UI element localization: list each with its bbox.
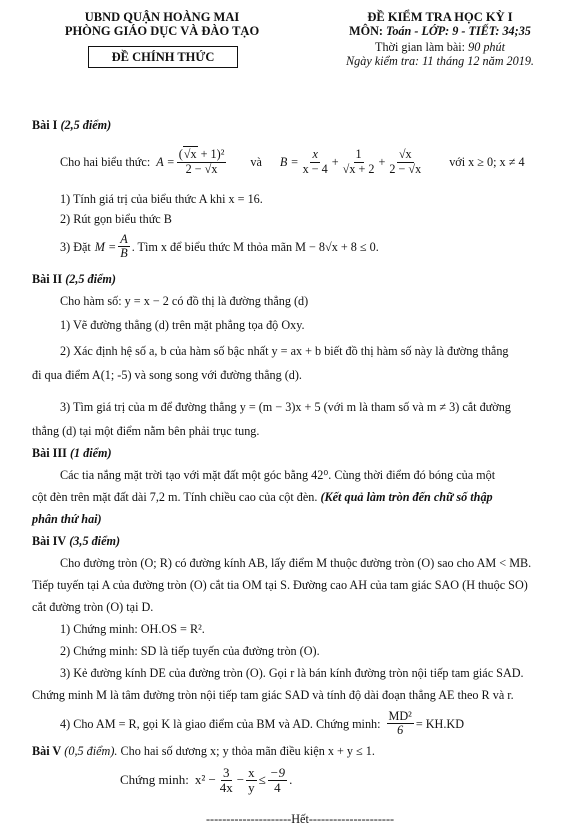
bai5-line bbox=[32, 744, 375, 758]
bai3-heading bbox=[32, 446, 112, 460]
bai4-q4-result: = KH.KD bbox=[415, 716, 465, 731]
bai3-rounding-note: (Kết quả làm tròn đến chữ số thập bbox=[320, 490, 493, 504]
official-exam-box: ĐỀ CHÍNH THỨC bbox=[88, 46, 238, 68]
bai1-q1: 1) Tính giá trị của biểu thức A khi x = 16. bbox=[60, 192, 263, 206]
md-squared-fraction bbox=[387, 710, 414, 738]
expr-b-term3: $\frac{√x}{2 - √x}$ bbox=[389, 147, 422, 176]
expr-b-term1: $\frac{x}{x - 4}$ bbox=[302, 147, 328, 176]
bai4-q2: 2) Chứng minh: SD là tiếp tuyến của đường tròn (O). bbox=[60, 644, 320, 658]
department-name: PHÒNG GIÁO DỤC VÀ ĐÀO TẠO bbox=[64, 24, 260, 38]
bai2-q3-line2: thẳng (d) tại một điểm nằm bên phải trục tung. bbox=[32, 424, 260, 438]
bai1-points: (2,5 điểm) bbox=[60, 118, 112, 132]
bai2-q1: 1) Vẽ đường thẳng (d) trên mặt phẳng tọa độ Oxy. bbox=[60, 318, 305, 332]
bai1-q3-prefix: 3) Đặt bbox=[60, 239, 91, 254]
bai2-points: (2,5 điểm) bbox=[65, 272, 116, 286]
bai4-points: (3,5 điểm) bbox=[69, 534, 121, 548]
subject-line bbox=[315, 24, 565, 38]
bai1-and: và bbox=[250, 154, 262, 169]
bai2-intro: Cho hàm số: y = x − 2 có đồ thị là đường thẳng (d) bbox=[60, 294, 309, 308]
bai1-expressions: Cho hai biểu thức: A = $\frac{\text{(√x + 1)²}}{2 - √x}$ và B = $\frac{x}{x - 4}$ + $\frac{1}{√x + 2}$ + $\frac{√x}{2 - √x}$ với x ≥ 0; x ≠ 4 bbox=[60, 147, 525, 176]
bai4-line3: cắt đường tròn (O) tại D. bbox=[32, 600, 154, 614]
exam-date: Ngày kiểm tra: 11 tháng 12 năm 2019. bbox=[346, 54, 534, 68]
district-name: UBND QUẬN HOÀNG MAI bbox=[84, 10, 240, 24]
expr-a-fraction: $\frac{\text{(√x + 1)²}}{2 - √x}$ bbox=[178, 147, 225, 176]
bai3-line2-text: cột đèn trên mặt đất dài 7,2 m. Tính chiều cao của cột đèn. bbox=[32, 490, 318, 504]
bai5-proof: Chứng minh: x² − $\frac{3}{4x}$ − $\frac{x}{y}$ ≤ $\frac{-9}{4}$ . bbox=[120, 765, 293, 796]
bai5-title: Bài V bbox=[32, 744, 62, 758]
bai4-q4-text: 4) Cho AM = R, gọi K là giao điểm của BM và AD. Chứng minh: bbox=[60, 716, 381, 731]
bai5-points: (0,5 điểm). bbox=[64, 744, 118, 758]
bai4-q4 bbox=[60, 710, 464, 738]
bai4-q3-line2: Chứng minh M là tâm đường tròn nội tiếp tam giác SAD và tính độ dài đoạn thẳng AE theo R và r. bbox=[32, 688, 514, 702]
md-squared-numerator: MD² bbox=[388, 709, 412, 723]
bai5-intro: Cho hai số dương x; y thỏa mãn điều kiện x + y ≤ 1. bbox=[120, 744, 375, 758]
exam-title: ĐỀ KIỂM TRA HỌC KỲ I bbox=[367, 10, 513, 24]
bai1-heading bbox=[32, 118, 111, 132]
bai1-title: Bài I bbox=[32, 118, 58, 132]
bai1-q3-suffix: . Tìm x để biểu thức M thỏa mãn M − 8√x + 8 ≤ 0. bbox=[131, 239, 379, 254]
bai4-heading bbox=[32, 534, 120, 548]
bai1-q3: 3) Đặt M = $\frac{A}{B}$ . Tìm x để biểu thức M thỏa mãn M − 8√x + 8 ≤ 0. bbox=[60, 232, 379, 261]
bai3-line2 bbox=[32, 490, 493, 504]
bai2-heading bbox=[32, 272, 116, 286]
bai3-title: Bài III bbox=[32, 446, 67, 460]
expr-b-term2: $\frac{1}{√x + 2}$ bbox=[342, 147, 375, 176]
bai1-q2: 2) Rút gọn biểu thức B bbox=[60, 212, 172, 226]
bai4-line1: Cho đường tròn (O; R) có đường kính AB, lấy điểm M thuộc đường tròn (O) sao cho AM < MB. bbox=[60, 556, 532, 570]
bai2-q3-line1: 3) Tìm giá trị của m để đường thẳng y = (m − 3)x + 5 (với m là tham số và m ≠ 3) cắt đường bbox=[60, 400, 511, 414]
bai4-line2: Tiếp tuyến tại A của đường tròn (O) cắt tia OM tại S. Đường cao AH của tam giác SAO (H thuộc SO) bbox=[32, 578, 528, 592]
frac-x-over-y: $\frac{x}{y}$ bbox=[248, 765, 255, 796]
m-fraction: $\frac{A}{B}$ bbox=[120, 232, 128, 261]
bai2-q2-line1: 2) Xác định hệ số a, b của hàm số bậc nhất y = ax + b biết đồ thị hàm số này là đường thẳng bbox=[60, 344, 509, 358]
bai3-line3: phân thứ hai) bbox=[32, 512, 102, 526]
md-squared-denominator: 6 bbox=[397, 723, 404, 738]
bai2-title: Bài II bbox=[32, 272, 63, 286]
time-line bbox=[340, 40, 540, 54]
bai2-q2-line2: đi qua điểm A(1; -5) và song song với đường thẳng (d). bbox=[32, 368, 302, 382]
subject-label: MÔN: bbox=[349, 24, 383, 38]
bai4-title: Bài IV bbox=[32, 534, 67, 548]
time-label: Thời gian làm bài: bbox=[375, 40, 466, 54]
frac-neg9-over-4: $\frac{-9}{4}$ bbox=[269, 765, 286, 796]
end-marker: ---------------------Hết--------------------- bbox=[206, 812, 395, 826]
frac-3-over-4x: $\frac{3}{4x}$ bbox=[219, 765, 233, 796]
time-value: 90 phút bbox=[468, 40, 505, 54]
bai1-intro: Cho hai biểu thức: bbox=[60, 154, 151, 169]
subject-value: Toán - LỚP: 9 - TIẾT: 34;35 bbox=[386, 24, 531, 38]
bai5-prove-label: Chứng minh: bbox=[120, 772, 189, 788]
bai4-q3-line1: 3) Kẻ đường kính DE của đường tròn (O). Gọi r là bán kính đường tròn nội tiếp tam giác SAD. bbox=[60, 666, 524, 680]
bai3-line1: Các tia nắng mặt trời tạo với mặt đất một góc bằng 42⁰. Cùng thời điểm đó bóng của một bbox=[60, 468, 496, 482]
bai3-points: (1 điểm) bbox=[69, 446, 112, 460]
bai4-q1: 1) Chứng minh: OH.OS = R². bbox=[60, 622, 205, 636]
bai1-condition: với x ≥ 0; x ≠ 4 bbox=[449, 154, 525, 169]
